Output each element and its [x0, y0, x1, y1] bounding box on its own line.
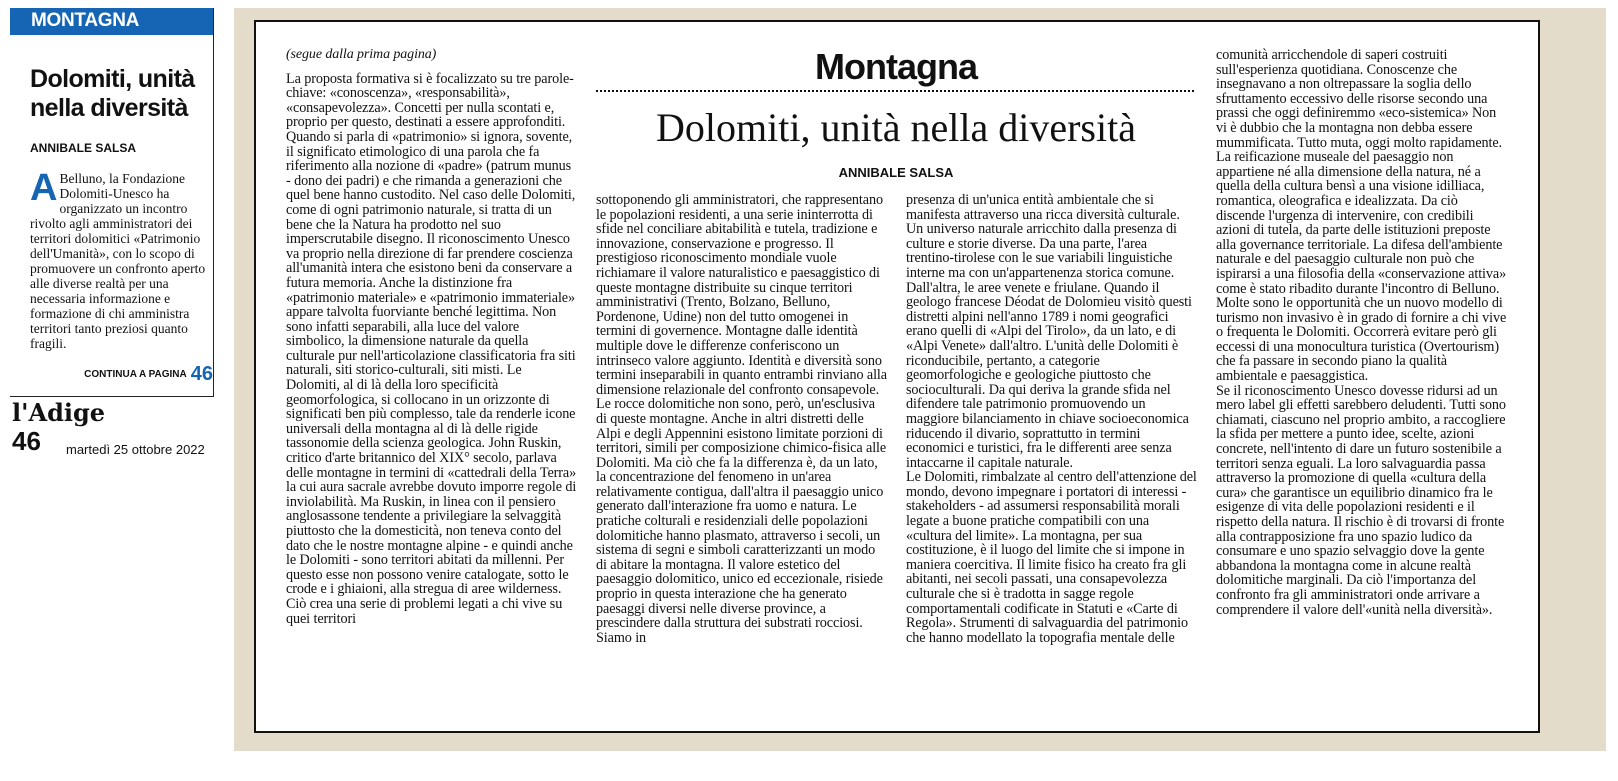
page-number: 46 [12, 426, 41, 456]
newspaper-page [234, 8, 1606, 751]
article-frame [254, 20, 1540, 733]
article-column-2 [596, 193, 888, 645]
teaser-body [30, 167, 210, 351]
column-3-text: presenza di un'unica entità ambientale che si manifesta attraverso una ricca diversità culturale. Un universo naturale arricchito dalla presenza di culture e storie diverse. Da una parte, l'area trentino-tirolese con le sue variabili linguistiche interne ma con un'appartenenza storica comune. Dall'altra, le aree venete e friulane. Quando il geologo francese Déodat de Dolomieu visitò questi distretti alpini nell'anno 1789 i nomi geografici erano quelli di «Alpi del Tirolo», da un lato, e di «Alpi Venete» dall'altro. L'unità delle Dolomiti è riconducibile, pertanto, a categorie geomorfologiche e geologiche piuttosto che socioculturali. Da qui deriva la grande sfida nel difendere tale patrimonio promuovendo un maggiore bilanciamento in chiave socioeconomica riducendo il divario, soprattutto in termini economici e turistici, fra le differenti aree senza intaccarne il capitale naturale. [906, 192, 1192, 471]
column-2-text: sottoponendo gli amministratori, che rappresentano le popolazioni residenti, a una serie ininterrotta di sfide nel conciliare abitabilità e tutela, tradizione e innovazione, conservazione e progresso. Il prestigioso riconoscimento mondiale vuole richiamare il valore naturalistico e paesaggistico di queste montagne distribuite su cinque territori amministrativi (Trento, Bolzano, Belluno, Pordenone, Udine) non del tutto omogenei in termini di governence. Montagne dalle identità multiple dove le differenze conferiscono un intrinseco valore aggiunto. Identità e diversità sono termini inseparabili in quanto entrambi rinviano alla dimensione relazionale del confronto consapevole. Le rocce dolomitiche non sono, però, un'esclusiva di queste montagne. Anche in altri distretti delle Alpi e degli Appennini esistono limitate porzioni di territori, simili per composizione chimico-fisica alle Dolomiti. Ma ciò che fa la differenza è, da un lato, la concentrazione del fenomeno in un'area relativamente contigua, dall'altra il paesaggio unico generato dall'interazione fra uomo e natura. Le pratiche colturali e residenziali delle popolazioni dolomitiche hanno plasmato, attraverso i secoli, un sistema di segni e simboli caratterizzanti un modo di abitare la montagna. Il valore estetico del paesaggio dolomitico, unico ed eccezionale, risiede proprio in questa interazione che ha generato paesaggi diversi nelle diverse province, a prescindere dalla struttura dei substrati rocciosi. Siamo in [596, 192, 887, 646]
column-4-text-b: Se il riconoscimento Unesco dovesse ridursi ad un mero label gli effetti sarebbero deludenti. Tutti sono chiamati, ciascuno nel proprio ambito, a raccogliere la sfida per mettere a punto idee, scelte, azioni concrete, nell'intento di dare un futuro sostenibile a territori senza eguali. La loro salvaguardia passa attraverso la promozione di quella «cultura della cura» che garantisce un equilibrio dinamico fra le esigenze di vita delle popolazioni residenti e il rispetto della natura. Il rischio è di trovarsi di fronte alla contrapposizione fra uno spazio ludico da consumare e uno spazio selvaggio dove la gente abbandona la montagna come in alcune realtà dolomitiche marginali. Da ciò l'importanza del confronto fra gli amministratori onde arrivare a comprendere il valore dell'«unità nella diversità». [1216, 382, 1506, 618]
article-author: ANNIBALE SALSA [838, 165, 954, 180]
masthead-logo: l'Adige [12, 398, 106, 427]
article-title: Dolomiti, unità nella diversità [656, 105, 1136, 150]
teaser-title: Dolomiti, unità nella diversità [30, 65, 195, 122]
page-date: martedì 25 ottobre 2022 [66, 442, 205, 457]
article-column-4 [1216, 48, 1508, 617]
teaser-section-label: MONTAGNA [10, 8, 213, 35]
continue-label: CONTINUA A PAGINA [84, 369, 187, 380]
column-1-text: La proposta formativa si è focalizzato su tre parole-chiave: «conoscenza», «responsabilità», «consapevolezza». Concetti per nulla scontati e, proprio per questo, destinati a essere approfonditi. Quando si parla di «patrimonio» si ignora, sovente, il significato etimologico di una parola che fa riferimento alla nozione di «padre» (patrum munus - dono dei padri) e che rimanda a generazioni che quel bene hanno custodito. Nel caso delle Dolomiti, come di ogni patrimonio naturale, si tratta di un bene che la Natura ha prodotto nel suo imperscrutabile disegno. Il riconoscimento Unesco va proprio nella direzione di far prendere coscienza all'umanità intera che esistono beni da conservare a futura memoria. Anche la distinzione fra «patrimonio materiale» e «patrimonio immateriale» appare talvolta fuorviante benché legittima. Non sono infatti separabili, alla luce del valore simbolico, la dimensione naturale da quella culturale pur nell'articolazione classificatoria fra siti naturali, siti storico-culturali, siti misti. Le Dolomiti, al di là della loro specificità geomorfologica, si collocano in un orizzonte di significati ben più complesso, tale da renderle icone universali della montagna al di là delle rigide tassonomie della scienza geologica. John Ruskin, critico d'arte britannico del XIX° secolo, parlava delle montagne in termini di «cattedrali della Terra» la cui aura sacrale avrebbe dovuto imporre regole di inviolabilità. Ma Ruskin, in linea con il pensiero anglosassone tendente a privilegiare la selvaggità piuttosto che la domesticità, non teneva conto del dato che le nostre montagne alpine - e quindi anche le Dolomiti - sono territori abitati da millenni. Per questo esse non possono venire catalogate, sotto le crode e i ghiaioni, alla stregua di aree wilderness. Ciò crea una serie di problemi legati a chi vive su quei territori [286, 70, 577, 627]
teaser-dropcap: A [30, 167, 58, 209]
continue-link[interactable] [84, 363, 213, 386]
article-column-3 [906, 193, 1198, 645]
column-4-text: comunità arricchendole di saperi costruiti sull'esperienza quotidiana. Conoscenze che insegnavano a non oltrepassare la soglia dello sfruttamento eccessivo delle risorse secondo una prassi che oggi definiremmo «eco-sistemica» Non vi è dubbio che la montagna non debba essere mummificata. Tutto muta, oggi molto rapidamente. La reificazione museale del paesaggio non appartiene né alla dimensione della natura, né a quella della cultura bensì a una visione idilliaca, romantica, oleografica e idealizzata. Da ciò discende l'urgenza di intervenire, con credibili azioni di tutela, da parte delle istituzioni preposte alla governance territoriale. La difesa dell'ambiente naturale e del paesaggio culturale non può che ispirarsi a una filosofia della «conservazione attiva» come è stato ribadito durante l'incontro di Belluno. Molte sono le opportunità che un nuovo modello di turismo non invasivo è in grado di fornire a chi vive o frequenta le Dolomiti. Occorrerà evitare però gli eccessi di una monocultura turistica (Overtourism) che fa passare in secondo piano la qualità ambientale e paesaggistica. [1216, 47, 1507, 385]
dotted-rule [596, 90, 1194, 92]
column-3-text-b: Le Dolomiti, rimbalzate al centro dell'attenzione del mondo, devono impegnare i portatori di interessi - stakeholders - ad assumersi responsabilità morali legate a buone pratiche compatibili con una «cultura del limite». La montagna, per sua costituzione, è il luogo del limite che si impone in maniera coercitiva. Il limite fisico ha creato fra gli abitanti, nei secoli passati, una consapevolezza culturale che si è tradotta in sagge regole comportamentali codificate in Statuti e «Carte di Regola». Strumenti di salvaguardia del patrimonio che hanno modellato la topografia mentale delle [906, 469, 1197, 646]
continued-from: (segue dalla prima pagina) [286, 47, 437, 62]
front-teaser [10, 8, 214, 397]
teaser-text: Belluno, la Fondazione Dolomiti-Unesco ha organizzato un incontro rivolto agli amministratori dei territori dolomitici «Patrimonio dell'Umanità», con lo scopo di promuovere un confronto aperto alle diverse realtà per una necessaria informazione e formazione di chi amministra territori tanto preziosi quanto fragili. [30, 171, 206, 351]
continue-page-number: 46 [190, 363, 213, 385]
teaser-author: ANNIBALE SALSA [30, 141, 137, 155]
section-heading: Montagna [815, 46, 977, 87]
article-column-1 [286, 48, 578, 626]
